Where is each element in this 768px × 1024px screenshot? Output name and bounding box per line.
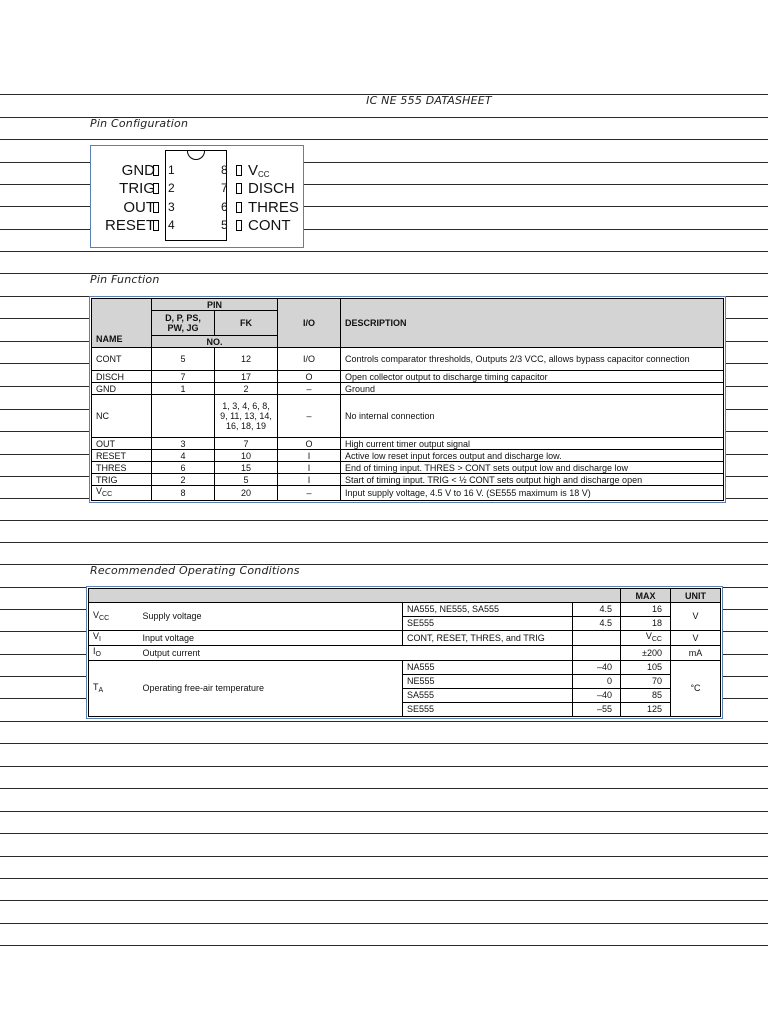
- ruled-line: [0, 766, 768, 767]
- cell-device: NA555: [403, 661, 573, 675]
- cell-symbol: $V_I$: [89, 631, 139, 646]
- cell-name: NC: [92, 395, 152, 438]
- pin-vcc: [91, 161, 305, 180]
- pin-lead: [236, 202, 242, 213]
- cell-name: OUT: [92, 438, 152, 450]
- header-max: MAX: [621, 589, 671, 603]
- pin-number: 6: [221, 200, 228, 214]
- pin-name: $V_{CC}$: [248, 162, 270, 179]
- cell-dp: [152, 395, 215, 438]
- header-blank: [89, 589, 621, 603]
- cell-desc: Active low reset input forces output and discharge low.: [341, 450, 724, 462]
- table-row: [92, 462, 724, 474]
- ruled-line: [0, 945, 768, 946]
- header-no: NO.: [152, 336, 278, 348]
- section-label-pin-function: Pin Function: [90, 273, 160, 286]
- cell-max: 70: [621, 675, 671, 689]
- ruled-line: [0, 833, 768, 834]
- cell-min: [573, 646, 621, 661]
- pin-number: 7: [221, 181, 228, 195]
- cell-name: DISCH: [92, 371, 152, 383]
- table-row: [92, 450, 724, 462]
- pin-lead: [236, 165, 242, 176]
- cell-io: O: [278, 438, 341, 450]
- cell-name: TRIG: [92, 474, 152, 486]
- header-packages: D, P, PS, PW, JG: [152, 311, 215, 336]
- cell-parameter: Operating free-air temperature: [139, 661, 403, 717]
- pin-name: THRES: [248, 199, 299, 216]
- cell-desc: No internal connection: [341, 395, 724, 438]
- cell-parameter: Input voltage: [139, 631, 403, 646]
- cell-io: O: [278, 371, 341, 383]
- cell-desc: End of timing input. THRES > CONT sets output low and discharge low: [341, 462, 724, 474]
- cell-name: $V_{CC}$: [92, 486, 152, 501]
- cell-dp: 8: [152, 486, 215, 501]
- ruled-line: [0, 878, 768, 879]
- cell-dp: 4: [152, 450, 215, 462]
- cell-desc: Start of timing input. TRIG < ½ CONT sets output high and discharge open: [341, 474, 724, 486]
- cell-fk: 7: [215, 438, 278, 450]
- ruled-line: [0, 251, 768, 252]
- header-unit: UNIT: [671, 589, 721, 603]
- cell-io: I/O: [278, 348, 341, 371]
- cell-desc: High current timer output signal: [341, 438, 724, 450]
- header-io: I/O: [278, 299, 341, 348]
- cell-io: I: [278, 450, 341, 462]
- cell-parameter: Supply voltage: [139, 603, 403, 631]
- cell-symbol: $T_A$: [89, 661, 139, 717]
- pin-name: CONT: [248, 217, 291, 234]
- pin-number: 4: [168, 218, 175, 232]
- pin-number: 5: [221, 218, 228, 232]
- cell-fk: 5: [215, 474, 278, 486]
- cell-unit: V: [671, 603, 721, 631]
- cell-name: CONT: [92, 348, 152, 371]
- cell-fk: 17: [215, 371, 278, 383]
- table-row: [92, 348, 724, 371]
- pin-function-table: [89, 296, 726, 503]
- cell-name: THRES: [92, 462, 152, 474]
- pin-number: 8: [221, 163, 228, 177]
- cell-name: GND: [92, 383, 152, 395]
- table-row: [89, 631, 721, 646]
- cell-max: 16: [621, 603, 671, 617]
- cell-dp: 5: [152, 348, 215, 371]
- cell-io: –: [278, 486, 341, 501]
- cell-io: I: [278, 462, 341, 474]
- ruled-line: [0, 743, 768, 744]
- cell-desc: Open collector output to discharge timing capacitor: [341, 371, 724, 383]
- cell-desc: Input supply voltage, 4.5 V to 16 V. (SE555 maximum is 18 V): [341, 486, 724, 501]
- ruled-line: [0, 542, 768, 543]
- cell-min: –40: [573, 661, 621, 675]
- pin-number: 2: [168, 181, 175, 195]
- cell-io: –: [278, 395, 341, 438]
- cell-unit: °C: [671, 661, 721, 717]
- cell-max: $V_{CC}$: [621, 631, 671, 646]
- table-row: [89, 646, 721, 661]
- pin-lead: [236, 183, 242, 194]
- pin-name: RESET: [104, 217, 155, 234]
- cell-parameter: Output current: [139, 646, 573, 661]
- header-fk: FK: [215, 311, 278, 336]
- table-row: [92, 383, 724, 395]
- ruled-line: [0, 721, 768, 722]
- cell-min: –55: [573, 703, 621, 717]
- cell-min: [573, 631, 621, 646]
- cell-max: ±200: [621, 646, 671, 661]
- cell-desc: Controls comparator thresholds, Outputs 2/3 VCC, allows bypass capacitor connection: [341, 348, 724, 371]
- cell-symbol: $V_{CC}$: [89, 603, 139, 631]
- cell-device: SE555: [403, 617, 573, 631]
- header-pin: PIN: [152, 299, 278, 311]
- header-description: DESCRIPTION: [341, 299, 724, 348]
- table-row: [92, 474, 724, 486]
- cell-fk: 10: [215, 450, 278, 462]
- cell-max: 85: [621, 689, 671, 703]
- pin-name: GND: [121, 162, 155, 179]
- cell-fk: 15: [215, 462, 278, 474]
- cell-unit: V: [671, 631, 721, 646]
- ruled-line: [0, 923, 768, 924]
- table-row: [92, 395, 724, 438]
- pin-cont: [91, 216, 305, 235]
- table-row: [92, 486, 724, 501]
- cell-device: SE555: [403, 703, 573, 717]
- pin-lead: [236, 220, 242, 231]
- pin-name: OUT: [123, 199, 155, 216]
- cell-min: 4.5: [573, 617, 621, 631]
- cell-dp: 7: [152, 371, 215, 383]
- pin-number: 3: [168, 200, 175, 214]
- cell-io: I: [278, 474, 341, 486]
- table-row: [92, 371, 724, 383]
- cell-dp: 2: [152, 474, 215, 486]
- header-name: NAME: [92, 299, 152, 348]
- ruled-line: [0, 811, 768, 812]
- cell-min: 4.5: [573, 603, 621, 617]
- pin-thres: [91, 198, 305, 217]
- page-title: IC NE 555 DATASHEET: [366, 94, 492, 107]
- section-label-recommended-conditions: Recommended Operating Conditions: [90, 564, 300, 577]
- ruled-line: [0, 856, 768, 857]
- cell-fk: 2: [215, 383, 278, 395]
- ruled-line: [0, 788, 768, 789]
- pin-name: TRIG: [119, 180, 155, 197]
- cell-min: –40: [573, 689, 621, 703]
- table-row: [89, 661, 721, 675]
- cell-symbol: $I_O$: [89, 646, 139, 661]
- pin-disch: [91, 179, 305, 198]
- cell-device: SA555: [403, 689, 573, 703]
- cell-device: NA555, NE555, SA555: [403, 603, 573, 617]
- cell-io: –: [278, 383, 341, 395]
- cell-dp: 1: [152, 383, 215, 395]
- cell-max: 125: [621, 703, 671, 717]
- pin-name: DISCH: [248, 180, 295, 197]
- cell-min: 0: [573, 675, 621, 689]
- cell-max: 105: [621, 661, 671, 675]
- cell-fk: 20: [215, 486, 278, 501]
- ruled-line: [0, 139, 768, 140]
- cell-desc: Ground: [341, 383, 724, 395]
- operating-conditions-table: [86, 586, 723, 719]
- cell-fk: 12: [215, 348, 278, 371]
- pin-number: 1: [168, 163, 175, 177]
- ruled-line: [0, 520, 768, 521]
- pin-diagram: [90, 145, 304, 248]
- table-row: [92, 438, 724, 450]
- section-label-pin-configuration: Pin Configuration: [90, 117, 189, 130]
- cell-max: 18: [621, 617, 671, 631]
- cell-dp: 3: [152, 438, 215, 450]
- cell-fk: 1, 3, 4, 6, 8, 9, 11, 13, 14, 16, 18, 19: [215, 395, 278, 438]
- ruled-line: [0, 900, 768, 901]
- cell-device: NE555: [403, 675, 573, 689]
- cell-device: CONT, RESET, THRES, and TRIG: [403, 631, 573, 646]
- cell-unit: mA: [671, 646, 721, 661]
- cell-name: RESET: [92, 450, 152, 462]
- cell-dp: 6: [152, 462, 215, 474]
- table-row: [89, 603, 721, 617]
